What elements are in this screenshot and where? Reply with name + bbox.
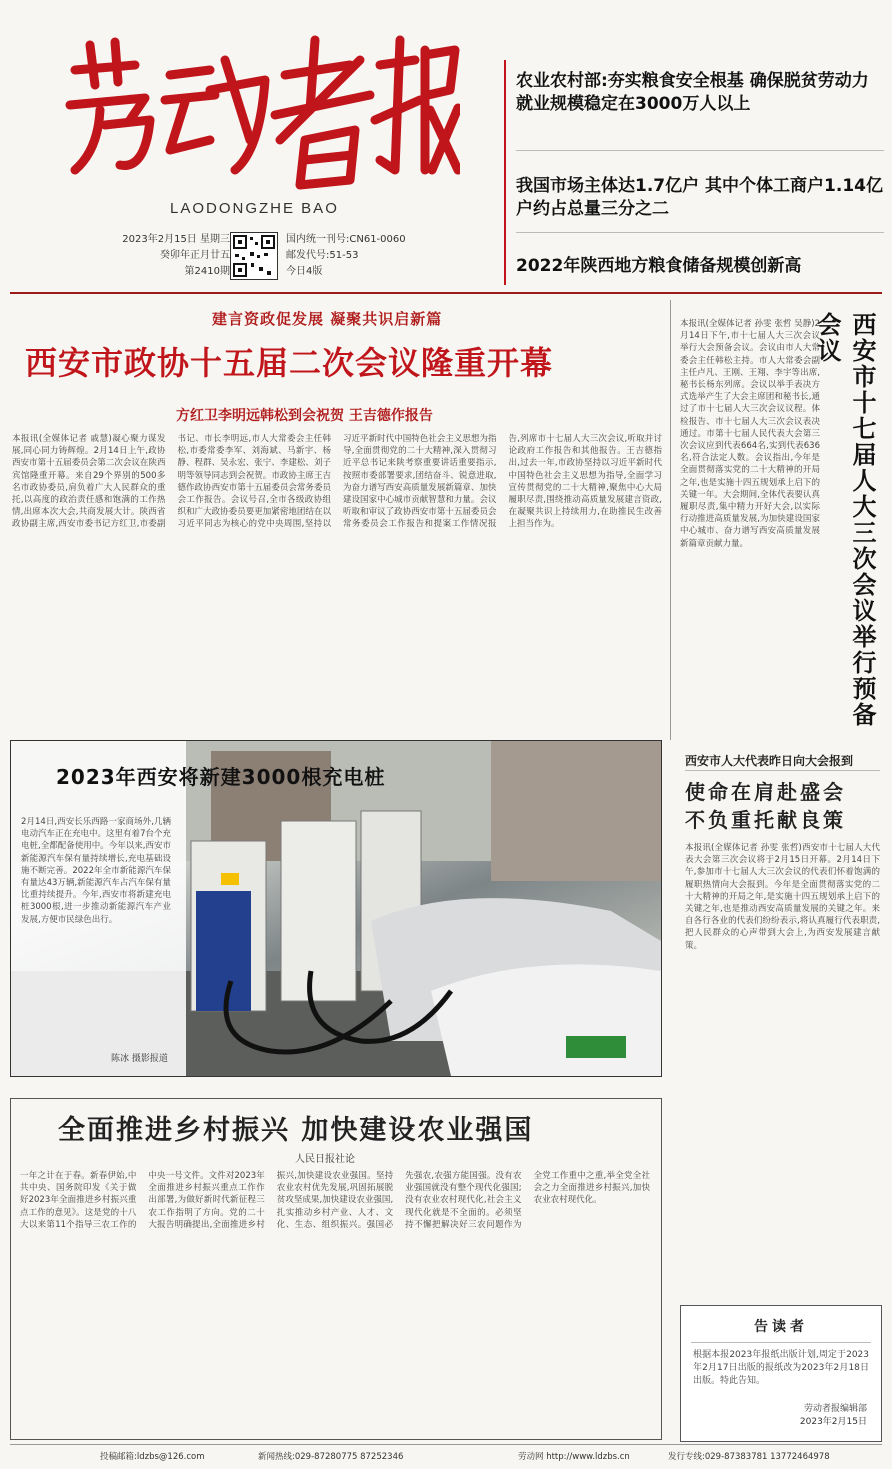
issue-date: 2023年2月15日 — [122, 234, 197, 245]
deputies-title-1[interactable]: 使命在肩赴盛会 — [685, 780, 846, 804]
divider — [685, 770, 880, 771]
divider — [516, 150, 884, 151]
notice-title: 告读者 — [754, 1319, 808, 1335]
page-count: 今日4版 — [286, 266, 323, 277]
lead-subtitle: 方红卫李明远韩松到会祝贺 王吉德作报告 — [176, 408, 433, 424]
top-headline-1[interactable]: 农业农村部:夯实粮食安全根基 确保脱贫劳动力就业规模稳定在3000万人以上 — [516, 71, 869, 114]
footer-hotline[interactable]: 新闻热线:029-87280775 87252346 — [258, 1452, 404, 1462]
masthead-rule — [10, 292, 882, 294]
top-headline-2[interactable]: 我国市场主体达1.7亿户 其中个体工商户1.14亿户约占总量三分之二 — [516, 176, 883, 219]
notice-box — [680, 1305, 882, 1442]
footer-website[interactable]: 劳动网 http://www.ldzbs.cn — [518, 1452, 630, 1462]
editorial-byline: 人民日报社论 — [295, 1154, 355, 1165]
photo-story — [10, 740, 662, 1077]
footer-distribution[interactable]: 发行专线:029-87383781 13772464978 — [668, 1452, 830, 1462]
lead-kicker: 建言资政促发展 凝聚共识启新篇 — [212, 310, 443, 328]
editorial-body: 一年之计在于春。新春伊始,中共中央、国务院印发《关于做好2023年全面推进乡村振兴重点工作的意见》。这是党的十八大以来第11个指导三农工作的中央一号文件。文件对2023年全面推进乡村振兴重点工作作出部署,为做好新时代新征程三农工作指明了方向。党的二十大报告明确提出,全面推进乡村振兴,加快建设农业强国。坚持农业农村优先发展,巩固拓展脱贫攻坚成果,加快建设农业强国,扎实推动乡村产业、人才、文化、生态、组织振兴。强国必先强农,农强方能国强。没有农业强国就没有整个现代化强国;没有农业农村现代化,社会主义现代化就是不全面的。必须坚持不懈把解决好三农问题作为全党工作重中之重,举全党全社会之力全面推进乡村振兴,加快农业农村现代化。 — [20, 1171, 650, 1230]
deputies-body: 本报讯(全媒体记者 孙雯 张哲)西安市十七届人大代表大会第三次会议将于2月15日开幕。2月14日下午,参加市十七届人大三次会议的代表们怀着饱满的履职热情向大会报到。今年是全面贯彻落实党的二十大精神的开局之年,是实施十四五规划承上启下的关键之年,也是推动西安高质量发展的关键之年。来自各行各业的代表们纷纷表示,将认真履行代表职责,把人民群众的心声带到大会上,为西安发展建言献策。 — [685, 843, 880, 951]
footer-email[interactable]: 投稿邮箱:ldzbs@126.com — [100, 1452, 205, 1462]
footer-rule — [10, 1444, 882, 1445]
notice-sign: 劳动者报编辑部 — [803, 1404, 867, 1414]
cn-number: 国内统一刊号:CN61-0060 — [286, 234, 406, 245]
notice-date: 2023年2月15日 — [799, 1417, 867, 1427]
divider — [516, 232, 884, 233]
npc-body: 本报讯(全媒体记者 孙雯 张哲 吴静)2月14日下午,市十七届人大三次会议举行大会预备会议。会议由市人大常委会主任韩松主持。市人大常委会副主任卢凡、王刚、王翔、李宇等出席,秘书长杨东列席。会议以举手表决方式选举产生了大会主席团和秘书长,通过了市十七届人大三次会议议程。体检报告、市十七届人大三次会议表决通过。市第十七届人民代表大会第三次会议应到代表664名,实到代表636名,符合法定人数。会议指出,今年是全面贯彻落实党的二十大精神的开局之年,也是实施十四五规划承上启下的关键一年。大会期间,全体代表要认真履职尽责,集中精力开好大会,以实际行动推进高质量发展,为加快建设国家中心城市、奋力谱写西安高质量发展新篇章贡献力量。 — [680, 319, 820, 549]
issue-number: 第2410期 — [184, 266, 230, 277]
qr-code[interactable] — [230, 232, 278, 280]
issue-lunar: 癸卯年正月廿五 — [160, 250, 230, 261]
editorial-title[interactable]: 全面推进乡村振兴 加快建设农业强国 — [58, 1115, 534, 1146]
issue-weekday: 星期三 — [200, 234, 230, 245]
top-headline-3[interactable]: 2022年陕西地方粮食储备规模创新高 — [516, 256, 802, 276]
postal-code: 邮发代号:51-53 — [286, 250, 359, 261]
notice-body: 根据本报2023年报纸出版计划,周定于2023年2月17日出版的报纸改为2023年2月18日出版。特此告知。 — [693, 1350, 869, 1386]
lead-body: 本报讯(全媒体记者 戚慧)凝心聚力谋发展,同心同力铸辉煌。2月14日上午,政协西安市第十五届委员会第二次会议在陕西宾馆隆重开幕。来自29个界别的500多名市政协委员,肩负着广大人民群众的重托,以高度的政治责任感和饱满的工作热情,出席本次大会,共商发展大计。陕西省政协副主席,西安市委书记方红卫,市委副书记、市长李明远,市人大常委会主任韩松,市委常委李军、刘海斌、马新宇、杨静、程群、吴永宏、张宁、李建松、刘子明等领导同志到会祝贺。市政协主席王吉德作政协西安市第十五届委员会常务委员会工作报告。会议号召,全市各级政协组织和广大政协委员要更加紧密地团结在以习近平同志为核心的党中央周围,坚持以习近平新时代中国特色社会主义思想为指导,全面贯彻党的二十大精神,深入贯彻习近平总书记来陕考察重要讲话重要指示,按照市委部署要求,团结奋斗、锐意进取,为奋力谱写西安高质量发展新篇章、加快建设国家中心城市贡献智慧和力量。会议听取和审议了政协西安市第十五届委员会常务委员会工作报告和提案工作情况报告,列席市十七届人大三次会议,听取并讨论政府工作报告和其他报告。王吉德指出,过去一年,市政协坚持以习近平新时代中国特色社会主义思想为指导,全面学习宣传贯彻党的二十大精神,聚焦中心大局履职尽责,围绕推动高质量发展建言资政,在凝聚共识上持续用力,在助推民生改善上担当作为。 — [12, 434, 662, 530]
masthead-logo — [60, 20, 460, 195]
masthead-pinyin: LAODONGZHE BAO — [170, 200, 339, 217]
photo-caption: 2月14日,西安长乐西路一家商场外,几辆电动汽车正在充电中。这里有着7台个充电桩,全都配备使用中。今年以来,西安市新能源汽车保有量持续增长,充电基础设施不断完善。2022年全市新能源汽车保有量达43万辆,新能源汽车占汽车保有量比重持续提升。今年,西安市将新建充电桩3000根,进一步推动新能源汽车产业发展,方便市民绿色出行。 — [21, 817, 171, 925]
photo-credit: 陈冰 摄影报道 — [111, 1054, 168, 1064]
red-vertical-rule — [504, 60, 506, 285]
photo-title[interactable]: 2023年西安将新建3000根充电桩 — [56, 765, 386, 789]
lead-title[interactable]: 西安市政协十五届二次会议隆重开幕 — [25, 344, 554, 382]
column-rule — [670, 300, 671, 740]
npc-title[interactable]: 西安市十七届人大三次会议举行预备会议 — [813, 312, 877, 728]
deputies-kicker: 西安市人大代表昨日向大会报到 — [685, 754, 854, 768]
deputies-title-2[interactable]: 不负重托献良策 — [685, 808, 846, 832]
